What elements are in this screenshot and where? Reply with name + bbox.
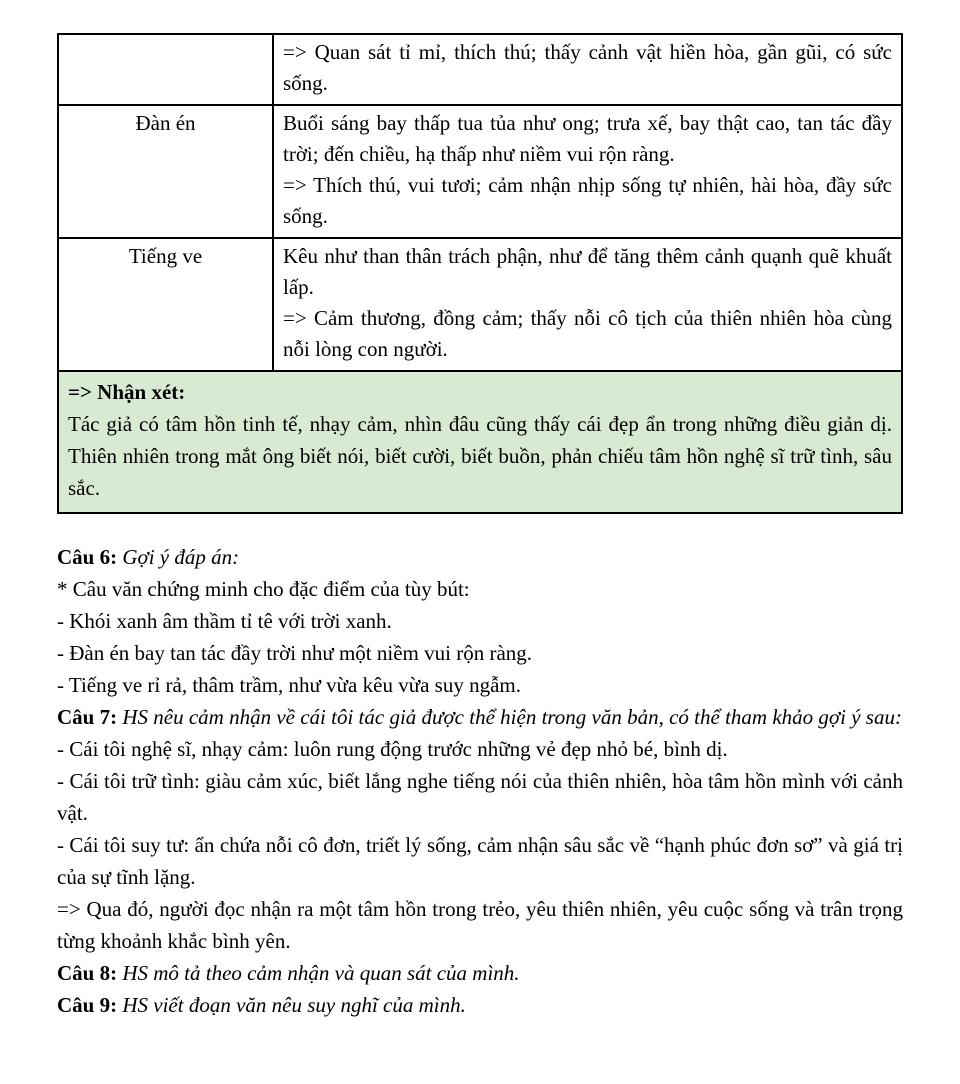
answer-paragraph xyxy=(57,829,903,893)
cell-paragraph: Buổi sáng bay thấp tua tủa như ong; trưa xế, bay thật cao, tan tác đầy trời; đến chiều, hạ thấp như niềm vui rộn ràng. xyxy=(283,111,892,166)
note-title: => Nhận xét: xyxy=(68,380,186,404)
note-body: Tác giả có tâm hồn tinh tế, nhạy cảm, nhìn đâu cũng thấy cái đẹp ẩn trong những điều giản dị. Thiên nhiên trong mắt ông biết nói, biết cười, biết buồn, phản chiếu tâm hồn nghệ sĩ trữ tình, sâu sắc. xyxy=(68,412,892,500)
cell-paragraph: => Thích thú, vui tươi; cảm nhận nhịp sống tự nhiên, hài hòa, đầy sức sống. xyxy=(283,173,892,228)
answer-paragraph-q7 xyxy=(57,701,903,733)
answer-paragraph xyxy=(57,765,903,829)
paragraph-text: HS viết đoạn văn nêu suy nghĩ của mình. xyxy=(122,993,466,1017)
question-label: Câu 7: xyxy=(57,705,123,729)
answer-paragraph xyxy=(57,637,903,669)
row-label: Tiếng ve xyxy=(58,238,273,371)
paragraph-text: HS nêu cảm nhận về cái tôi tác giả được thể hiện trong văn bản, có thể tham khảo gợi ý sau: xyxy=(122,705,902,729)
row-label: Đàn én xyxy=(58,105,273,238)
cell-paragraph: Kêu như than thân trách phận, như để tăng thêm cảnh quạnh quẽ khuất lấp. xyxy=(283,244,892,299)
question-label: Câu 8: xyxy=(57,961,123,985)
paragraph-text: * Câu văn chứng minh cho đặc điểm của tùy bút: xyxy=(57,577,470,601)
row-label-empty xyxy=(58,34,273,105)
paragraph-text: - Cái tôi suy tư: ẩn chứa nỗi cô đơn, triết lý sống, cảm nhận sâu sắc về “hạnh phúc đơn sơ” và giá trị của sự tĩnh lặng. xyxy=(57,833,903,889)
answer-paragraph xyxy=(57,573,903,605)
cell-paragraph: => Quan sát tỉ mỉ, thích thú; thấy cảnh vật hiền hòa, gần gũi, có sức sống. xyxy=(283,40,892,95)
paragraph-text: - Cái tôi nghệ sĩ, nhạy cảm: luôn rung động trước những vẻ đẹp nhỏ bé, bình dị. xyxy=(57,737,728,761)
paragraph-text: - Tiếng ve rỉ rả, thâm trầm, như vừa kêu vừa suy ngẫm. xyxy=(57,673,521,697)
answer-paragraph xyxy=(57,669,903,701)
table-row-tieng-ve xyxy=(58,238,902,371)
answer-paragraph xyxy=(57,733,903,765)
answers-section xyxy=(57,541,903,1021)
answer-paragraph-q8 xyxy=(57,957,903,989)
answer-paragraph-q9 xyxy=(57,989,903,1021)
paragraph-text: - Cái tôi trữ tình: giàu cảm xúc, biết lắng nghe tiếng nói của thiên nhiên, hòa tâm hồn mình với cảnh vật. xyxy=(57,769,903,825)
paragraph-text: => Qua đó, người đọc nhận ra một tâm hồn trong trẻo, yêu thiên nhiên, yêu cuộc sống và trân trọng từng khoảnh khắc bình yên. xyxy=(57,897,903,953)
analysis-table xyxy=(57,33,903,514)
row-content xyxy=(273,238,902,371)
table-row-dan-en xyxy=(58,105,902,238)
answer-paragraph-q6 xyxy=(57,541,903,573)
paragraph-text: - Đàn én bay tan tác đầy trời như một niềm vui rộn ràng. xyxy=(57,641,533,665)
table-row-continuation xyxy=(58,34,902,105)
paragraph-text: - Khói xanh âm thầm tỉ tê với trời xanh. xyxy=(57,609,392,633)
note-cell xyxy=(58,371,902,513)
question-label: Câu 9: xyxy=(57,993,123,1017)
answer-paragraph xyxy=(57,893,903,957)
paragraph-text: Gợi ý đáp án: xyxy=(122,545,240,569)
cell-paragraph: => Cảm thương, đồng cảm; thấy nỗi cô tịch của thiên nhiên hòa cùng nỗi lòng con người. xyxy=(283,306,892,361)
question-label: Câu 6: xyxy=(57,545,123,569)
table-note-row xyxy=(58,371,902,513)
paragraph-text: HS mô tả theo cảm nhận và quan sát của mình. xyxy=(122,961,520,985)
answer-paragraph xyxy=(57,605,903,637)
row-content xyxy=(273,105,902,238)
row-content xyxy=(273,34,902,105)
